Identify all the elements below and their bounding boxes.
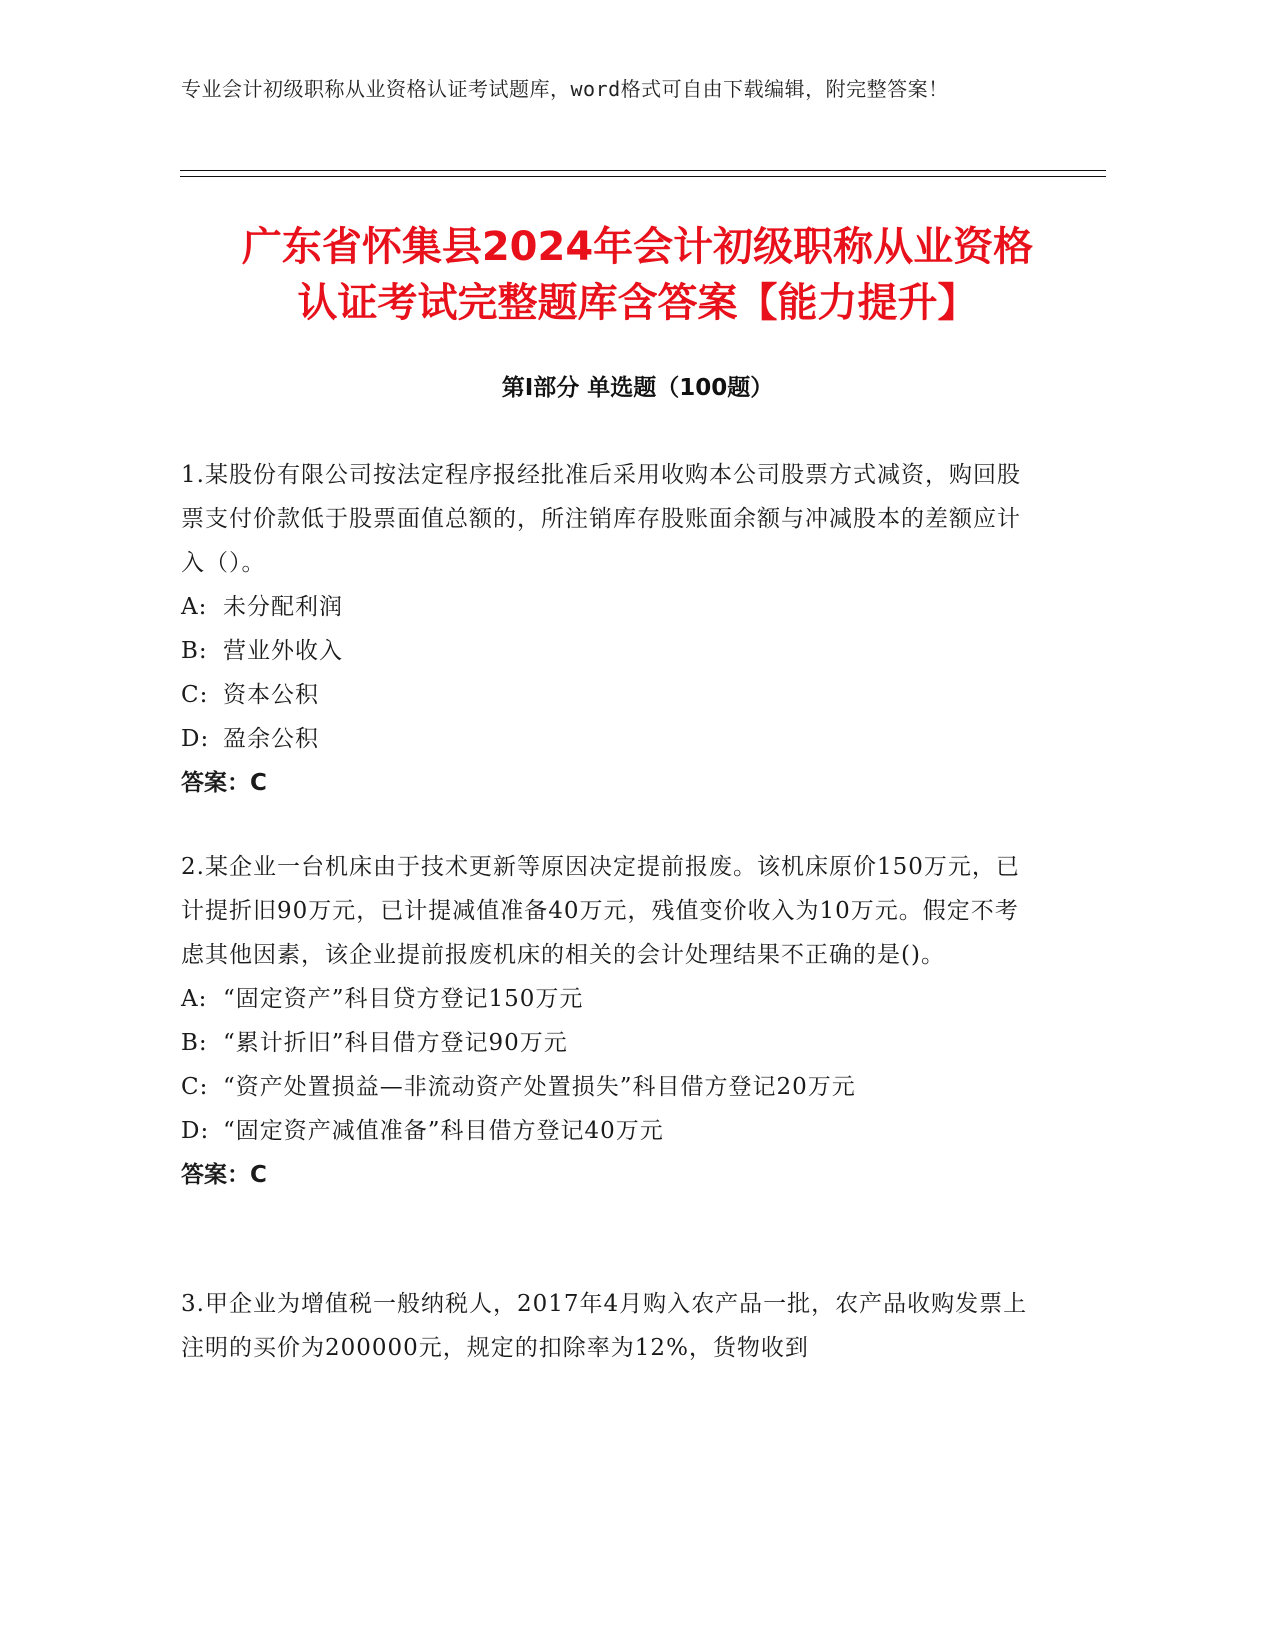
option-letter: D:	[181, 1118, 210, 1144]
question-stem: 3.甲企业为增值税一般纳税人，2017年4月购入农产品一批，农产品收购发票上注明的买价为200000元，规定的扣除率为12%，货物收到	[181, 1291, 1028, 1361]
option-c	[181, 1065, 1041, 1109]
document-title-line-1: 广东省怀集县2024年会计初级职称从业资格	[241, 224, 1034, 270]
answer: 答案：C	[181, 770, 267, 796]
option-letter: B:	[181, 1030, 208, 1056]
option-letter: A:	[181, 594, 208, 620]
header-divider-top	[180, 170, 1106, 171]
option-b	[181, 1021, 1041, 1065]
option-text: 未分配利润	[223, 594, 343, 620]
option-text: 营业外收入	[223, 638, 343, 664]
option-letter: A:	[181, 986, 208, 1012]
option-text: “资产处置损益—非流动资产处置损失”科目借方登记20万元	[223, 1074, 856, 1100]
option-b	[181, 629, 1041, 673]
header-note: 专业会计初级职称从业资格认证考试题库，word格式可自由下载编辑，附完整答案！	[181, 77, 949, 101]
option-text: 盈余公积	[223, 726, 319, 752]
option-text: “固定资产减值准备”科目借方登记40万元	[223, 1118, 664, 1144]
document-title-line-2: 认证考试完整题库含答案【能力提升】	[297, 280, 978, 326]
option-d	[181, 717, 1041, 761]
option-letter: C:	[181, 682, 209, 708]
option-text: 资本公积	[223, 682, 319, 708]
question-2	[181, 845, 1041, 1197]
section-title: 第I部分 单选题（100题）	[501, 375, 774, 401]
document-title	[120, 219, 1155, 331]
answer: 答案：C	[181, 1162, 267, 1188]
header-divider-bottom	[180, 176, 1106, 177]
option-letter: B:	[181, 638, 208, 664]
question-1	[181, 453, 1041, 805]
question-stem: 1.某股份有限公司按法定程序报经批准后采用收购本公司股票方式减资，购回股票支付价款低于股票面值总额的，所注销库存股账面余额与冲减股本的差额应计入（）。	[181, 462, 1021, 576]
question-stem: 2.某企业一台机床由于技术更新等原因决定提前报废。该机床原价150万元，已计提折旧90万元，已计提减值准备40万元，残值变价收入为10万元。假定不考虑其他因素，该企业提前报废机床的相关的会计处理结果不正确的是()。	[181, 854, 1020, 968]
question-3	[181, 1282, 1041, 1370]
option-a	[181, 977, 1041, 1021]
option-letter: C:	[181, 1074, 209, 1100]
option-d	[181, 1109, 1041, 1153]
option-letter: D:	[181, 726, 210, 752]
option-text: “累计折旧”科目借方登记90万元	[223, 1030, 568, 1056]
option-c	[181, 673, 1041, 717]
option-a	[181, 585, 1041, 629]
option-text: “固定资产”科目贷方登记150万元	[223, 986, 584, 1012]
